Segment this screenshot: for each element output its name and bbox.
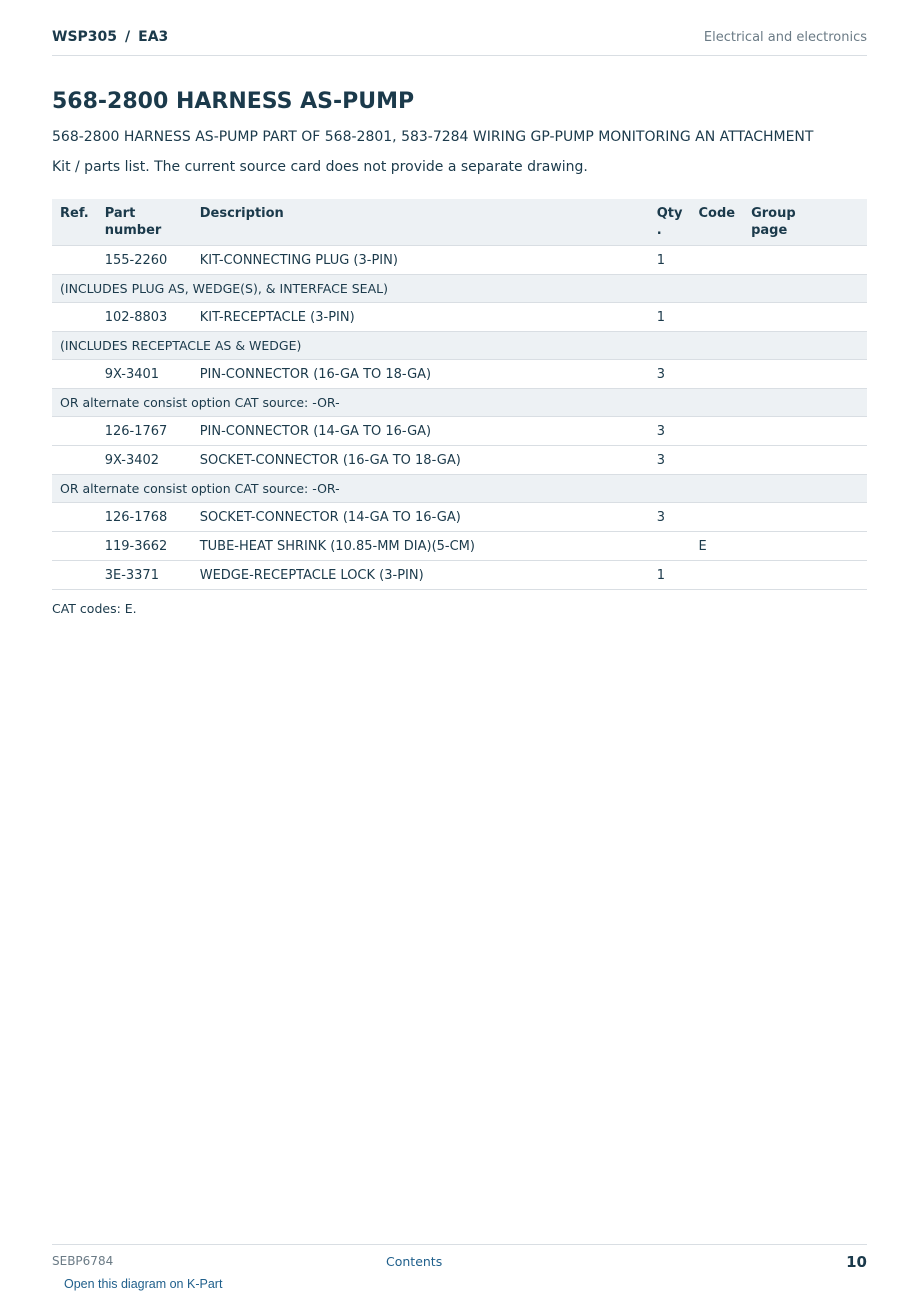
part-number-cell: 9X-3401	[97, 360, 192, 389]
table-row	[52, 561, 867, 590]
qty-cell: 3	[649, 503, 691, 532]
part-number-cell: 3E-3371	[97, 561, 192, 590]
code-cell	[690, 246, 743, 275]
description-cell: KIT-RECEPTACLE (3-PIN)	[192, 303, 649, 332]
col-qty: Qty .	[649, 199, 691, 246]
parts-table	[52, 199, 867, 590]
description-cell: KIT-CONNECTING PLUG (3-PIN)	[192, 246, 649, 275]
code-cell	[690, 446, 743, 475]
contents-link[interactable]: Contents	[386, 1254, 443, 1269]
cat-codes: CAT codes: E.	[52, 601, 137, 616]
table-row	[52, 446, 867, 475]
qty-cell: 1	[649, 246, 691, 275]
page-number: 10	[846, 1253, 867, 1271]
col-ref: Ref.	[52, 199, 97, 246]
group-page-cell	[743, 360, 867, 389]
code-cell	[690, 417, 743, 446]
table-row	[52, 503, 867, 532]
group-page-cell	[743, 503, 867, 532]
col-description: Description	[192, 199, 649, 246]
open-kpart-link[interactable]: Open this diagram on K-Part	[64, 1277, 223, 1291]
group-page-cell	[743, 246, 867, 275]
page-note: Kit / parts list. The current source card does not provide a separate drawing.	[52, 159, 588, 175]
code-cell	[690, 561, 743, 590]
page-subtitle: 568-2800 HARNESS AS-PUMP PART OF 568-2801, 583-7284 WIRING GP-PUMP MONITORING AN ATTACHMENT	[52, 129, 814, 145]
qty-cell: 3	[649, 360, 691, 389]
qty-cell	[649, 532, 691, 561]
code-cell	[690, 303, 743, 332]
col-part-number: Part number	[97, 199, 192, 246]
part-number-cell: 9X-3402	[97, 446, 192, 475]
group-page-cell	[743, 561, 867, 590]
description-cell: SOCKET-CONNECTOR (16-GA TO 18-GA)	[192, 446, 649, 475]
table-note-row	[52, 332, 867, 360]
qty-cell: 1	[649, 303, 691, 332]
page-footer	[52, 1244, 867, 1295]
part-number-cell: 155-2260	[97, 246, 192, 275]
parts-table-body	[52, 246, 867, 590]
ref-cell	[52, 303, 97, 332]
description-cell: SOCKET-CONNECTOR (14-GA TO 16-GA)	[192, 503, 649, 532]
qty-cell: 3	[649, 446, 691, 475]
section-code: EA3	[138, 29, 169, 45]
breadcrumb-separator: /	[125, 29, 131, 45]
note-cell: (INCLUDES RECEPTACLE AS & WEDGE)	[52, 332, 867, 360]
model-code: WSP305	[52, 29, 118, 45]
table-header-row	[52, 199, 867, 246]
breadcrumb	[52, 29, 168, 45]
table-note-row	[52, 475, 867, 503]
description-cell: PIN-CONNECTOR (14-GA TO 16-GA)	[192, 417, 649, 446]
code-cell: E	[690, 532, 743, 561]
note-cell: (INCLUDES PLUG AS, WEDGE(S), & INTERFACE SEAL)	[52, 275, 867, 303]
table-note-row	[52, 389, 867, 417]
part-number-cell: 119-3662	[97, 532, 192, 561]
page-header	[52, 28, 867, 56]
table-row	[52, 303, 867, 332]
code-cell	[690, 503, 743, 532]
ref-cell	[52, 561, 97, 590]
code-cell	[690, 360, 743, 389]
table-row	[52, 360, 867, 389]
ref-cell	[52, 532, 97, 561]
group-page-cell	[743, 532, 867, 561]
description-cell: TUBE-HEAT SHRINK (10.85-MM DIA)(5-CM)	[192, 532, 649, 561]
description-cell: PIN-CONNECTOR (16-GA TO 18-GA)	[192, 360, 649, 389]
document-id: SEBP6784	[52, 1254, 114, 1268]
qty-cell: 3	[649, 417, 691, 446]
table-row	[52, 532, 867, 561]
ref-cell	[52, 503, 97, 532]
page-title: 568-2800 HARNESS AS-PUMP	[52, 89, 415, 114]
qty-cell: 1	[649, 561, 691, 590]
part-number-cell: 126-1768	[97, 503, 192, 532]
table-note-row	[52, 275, 867, 303]
col-code: Code	[690, 199, 743, 246]
ref-cell	[52, 246, 97, 275]
table-row	[52, 417, 867, 446]
description-cell: WEDGE-RECEPTACLE LOCK (3-PIN)	[192, 561, 649, 590]
note-cell: OR alternate consist option CAT source: -OR-	[52, 475, 867, 503]
group-page-cell	[743, 303, 867, 332]
table-row	[52, 246, 867, 275]
ref-cell	[52, 446, 97, 475]
note-cell: OR alternate consist option CAT source: -OR-	[52, 389, 867, 417]
ref-cell	[52, 360, 97, 389]
part-number-cell: 102-8803	[97, 303, 192, 332]
group-page-cell	[743, 446, 867, 475]
part-number-cell: 126-1767	[97, 417, 192, 446]
col-group-page: Group page	[743, 199, 867, 246]
group-page-cell	[743, 417, 867, 446]
ref-cell	[52, 417, 97, 446]
section-name: Electrical and electronics	[703, 30, 867, 45]
